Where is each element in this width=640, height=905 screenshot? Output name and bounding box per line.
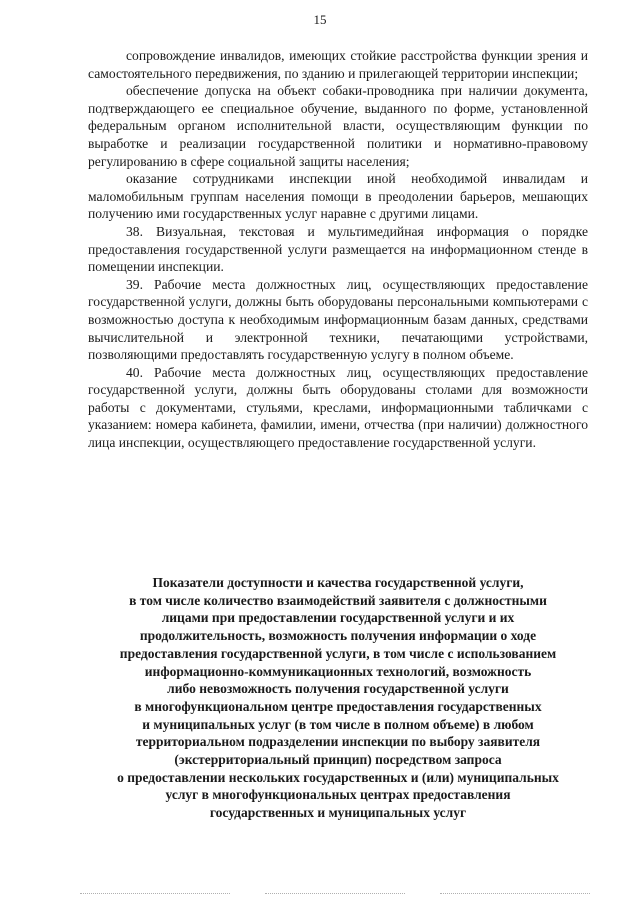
heading-line: услуг в многофункциональных центрах предоставления: [165, 787, 511, 803]
section-heading: [88, 574, 588, 822]
paragraph-item-40: 40. Рабочие места должностных лиц, осуществляющих предоставление государственной услуги, должны быть оборудованы столами для возможности работы с документами, стульями, креслами, информационными табличками с указанием: номера кабинета, фамилии, имени, отчества (при наличии) должностного лица инспекции, осуществляющего предоставление государственной услуги.: [88, 364, 588, 451]
heading-line: Показатели доступности и качества государственной услуги,: [152, 575, 524, 590]
paragraph-escort-disabled: сопровождение инвалидов, имеющих стойкие расстройства функции зрения и самостоятельного передвижения, по зданию и прилегающей территории инспекции;: [88, 48, 588, 81]
heading-line: в многофункциональном центре предоставления государственных: [134, 698, 542, 714]
body-text: [88, 47, 588, 452]
paragraph-item-39: 39. Рабочие места должностных лиц, осуществляющих предоставление государственной услуги, должны быть оборудованы персональными компьютерами с возможностью доступа к необходимым информационным базам данных, средствами вычислительной и электронной техники, печатающими устройствами, позволяющими предоставлять государственную услугу в полном объеме.: [88, 276, 588, 363]
footer-divider: [440, 893, 590, 894]
footer-divider: [80, 893, 230, 894]
heading-line: и муниципальных услуг (в том числе в полном объеме) в любом: [142, 716, 534, 732]
paragraph-staff-assistance: оказание сотрудниками инспекции иной необходимой инвалидам и маломобильным группам населения помощи в преодолении барьеров, мешающих получению ими государственных услуг наравне с другими лицами.: [88, 171, 588, 222]
footer-divider: [265, 893, 405, 894]
page-number: 15: [313, 12, 327, 27]
heading-line: либо невозможность получения государственной услуги: [167, 681, 509, 697]
heading-line: информационно-коммуникационных технологий, возможность: [144, 663, 532, 679]
heading-line: лицами при предоставлении государственной услуги и их: [161, 610, 515, 626]
heading-line: (экстерриториальный принцип) посредством запроса: [174, 752, 502, 768]
heading-line: предоставления государственной услуги, в том числе с использованием: [119, 645, 557, 661]
heading-line: государственных и муниципальных услуг: [209, 805, 467, 821]
heading-line: территориальном подразделении инспекции по выбору заявителя: [135, 734, 541, 750]
heading-line: в том числе количество взаимодействий заявителя с должностными: [129, 592, 547, 608]
paragraph-guide-dog-access: обеспечение допуска на объект собаки-проводника при наличии документа, подтверждающего ее специальное обучение, выданного по форме, установленной федеральным органом исполнительной власти, осуществляющим функции по выработке и реализации государственной политики и нормативно-правовому регулированию в сфере социальной защиты населения;: [88, 83, 588, 169]
heading-line: продолжительность, возможность получения информации о ходе: [139, 628, 537, 644]
heading-line: о предоставлении нескольких государственных и (или) муниципальных: [117, 769, 559, 785]
paragraph-item-38: 38. Визуальная, текстовая и мультимедийная информация о порядке предоставления государственной услуги размещается на информационном стенде в помещении инспекции.: [88, 223, 588, 275]
